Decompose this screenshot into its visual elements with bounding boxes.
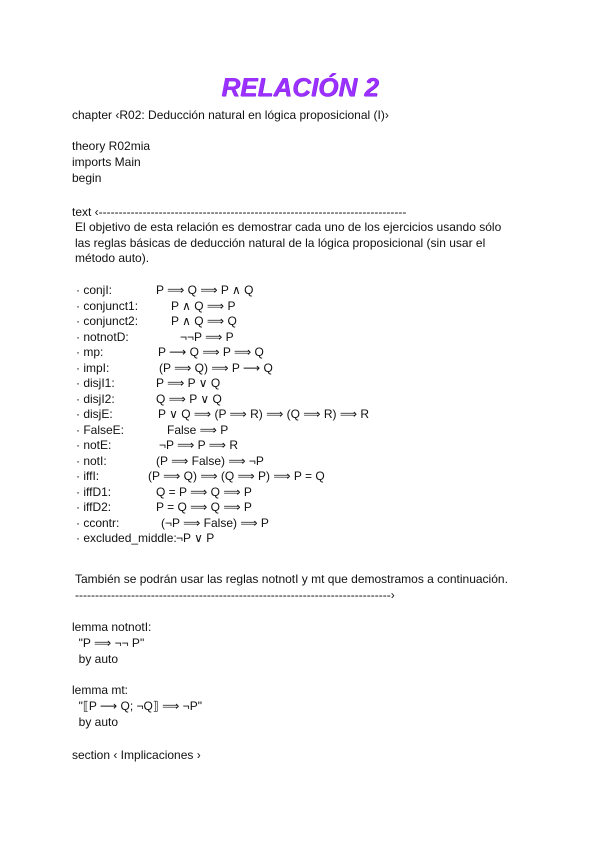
lemma-notnotI-head: lemma notnotI: [72, 620, 152, 634]
rule-expression: ¬¬P ⟹ P [180, 329, 234, 344]
section-line: section ‹ Implicaciones › [72, 748, 201, 762]
rule-expression: P ⟶ Q ⟹ P ⟹ Q [158, 345, 264, 359]
rule-name: · notE: [76, 438, 112, 452]
rule-name: · conjunct1: [76, 298, 139, 313]
rule-expression: Q ⟹ P ∨ Q [156, 391, 222, 406]
rule-name: · iffD2: [76, 500, 112, 514]
chapter-line: chapter ‹R02: Deducción natural en lógica proposicional (I)› [72, 108, 389, 122]
lemma-notnotI-statement: "P ⟹ ¬¬ P" [72, 636, 145, 650]
rule-expression: P ∧ Q ⟹ Q [171, 314, 237, 328]
rule-expression: (P ⟹ False) ⟹ ¬P [156, 453, 264, 468]
rule-name: · mp: [76, 345, 104, 359]
rule-expression: ¬P ∨ P [176, 531, 215, 545]
rule-expression: (¬P ⟹ False) ⟹ P [161, 515, 269, 530]
rule-name: · iffI: [76, 469, 100, 483]
rule-name: · disjI1: [76, 376, 115, 390]
begin-line: begin [72, 171, 102, 185]
text-close-line: -------------------------------------------------------------------------------› [75, 588, 395, 602]
rule-name: · notnotD: [76, 329, 129, 344]
text-open-line: text ‹----------------------------------------------------------------------------- [72, 205, 407, 219]
intro-paragraph: El objetivo de esta relación es demostrar cada uno de los ejercicios usando sólo las reglas básicas de deducción natural de la lógica proposicional (sin usar el método auto). [75, 220, 502, 265]
lemma-mt-statement: "⟦P ⟶ Q; ¬Q⟧ ⟹ ¬P" [72, 699, 202, 713]
rule-name: · excluded_middle: [76, 531, 177, 545]
rule-expression: ¬P ⟹ P ⟹ R [159, 438, 238, 452]
lemma-mt-head: lemma mt: [72, 683, 129, 697]
rule-name: · FalseE: [76, 422, 125, 437]
theory-line: theory R02mia [72, 139, 151, 153]
page-title: RELACIÓN 2 [221, 72, 379, 102]
rule-expression: P ⟹ P ∨ Q [156, 376, 221, 390]
rule-expression: (P ⟹ Q) ⟹ (Q ⟹ P) ⟹ P = Q [148, 469, 325, 483]
rule-expression: P ∨ Q ⟹ (P ⟹ R) ⟹ (Q ⟹ R) ⟹ R [158, 407, 370, 421]
rule-name: · impI: [76, 360, 110, 375]
rule-name: · iffD1: [76, 484, 112, 499]
rule-expression: (P ⟹ Q) ⟹ P ⟶ Q [159, 360, 273, 375]
rule-name: · notI: [76, 453, 107, 468]
imports-line: imports Main [72, 155, 141, 169]
rule-expression: P = Q ⟹ Q ⟹ P [156, 500, 252, 514]
rule-expression: P ⟹ Q ⟹ P ∧ Q [156, 283, 254, 297]
rule-name: · disjE: [76, 407, 113, 421]
rule-name: · ccontr: [76, 515, 120, 530]
also-line: También se podrán usar las reglas notnotI y mt que demostramos a continuación. [75, 572, 508, 586]
rule-name: · disjI2: [76, 391, 115, 406]
rule-expression: P ∧ Q ⟹ P [171, 298, 236, 313]
rule-name: · conjunct2: [76, 314, 139, 328]
rule-expression: False ⟹ P [167, 422, 229, 437]
rule-expression: Q = P ⟹ Q ⟹ P [156, 484, 252, 499]
rule-name: · conjI: [76, 283, 113, 297]
lemma-mt-proof: by auto [72, 715, 119, 729]
lemma-notnotI-proof: by auto [72, 652, 119, 666]
